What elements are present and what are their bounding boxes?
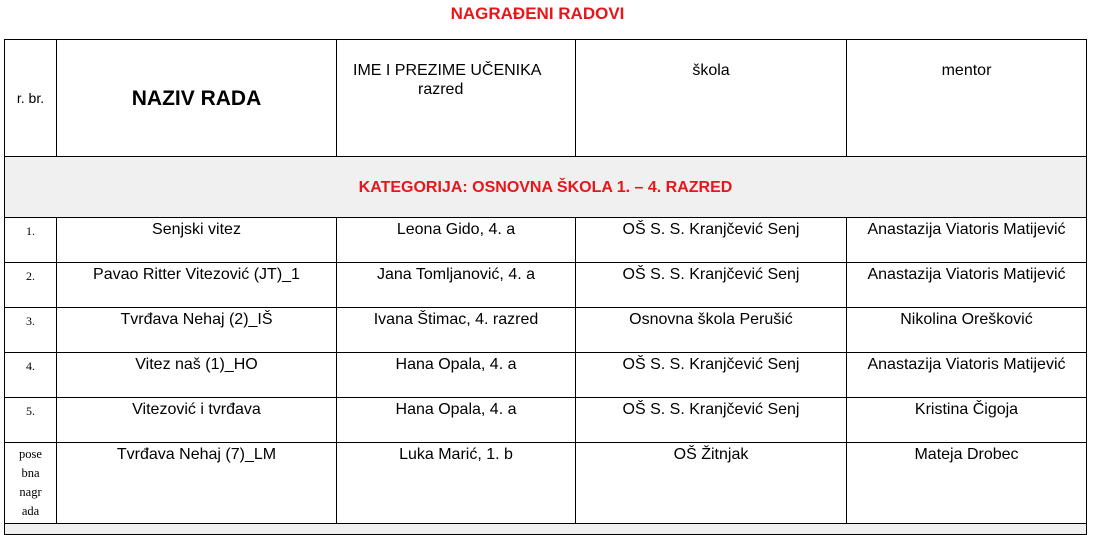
row-number: 4. [5, 353, 57, 398]
header-student-line2: razred [418, 81, 464, 98]
row-student: Hana Opala, 4. a [337, 353, 576, 398]
row-student: Jana Tomljanović, 4. a [337, 263, 576, 308]
special-award-label [5, 443, 57, 524]
row-title: Tvrđava Nehaj (7)_LM [57, 443, 337, 524]
row-school: OŠ Žitnjak [576, 443, 847, 524]
category-row [5, 157, 1087, 218]
row-title: Vitez naš (1)_HO [57, 353, 337, 398]
row-school: OŠ S. S. Kranjčević Senj [576, 218, 847, 263]
next-category-band [5, 524, 1087, 535]
row-mentor: Anastazija Viatoris Matijević [847, 263, 1087, 308]
table-row [5, 218, 1087, 263]
row-student: Leona Gido, 4. a [337, 218, 576, 263]
row-title: Pavao Ritter Vitezović (JT)_1 [57, 263, 337, 308]
row-school: OŠ S. S. Kranjčević Senj [576, 263, 847, 308]
row-student: Hana Opala, 4. a [337, 398, 576, 443]
special-award-row [5, 443, 1087, 524]
row-number: 5. [5, 398, 57, 443]
row-mentor: Mateja Drobec [847, 443, 1087, 524]
row-school: OŠ S. S. Kranjčević Senj [576, 398, 847, 443]
row-number: 1. [5, 218, 57, 263]
row-title: Tvrđava Nehaj (2)_IŠ [57, 308, 337, 353]
special-label-line: nagr [19, 485, 42, 499]
header-school: škola [576, 40, 847, 157]
header-title: NAZIV RADA [57, 40, 337, 157]
row-mentor: Anastazija Viatoris Matijević [847, 218, 1087, 263]
awards-table [4, 39, 1087, 535]
table-header-row [5, 40, 1087, 157]
header-mentor: mentor [847, 40, 1087, 157]
header-number: r. br. [5, 40, 57, 157]
row-mentor: Kristina Čigoja [847, 398, 1087, 443]
header-student-line1: IME I PREZIME UČENIKA [353, 62, 542, 79]
row-number: 3. [5, 308, 57, 353]
next-category-row [5, 524, 1087, 535]
table-row [5, 353, 1087, 398]
row-school: Osnovna škola Perušić [576, 308, 847, 353]
row-mentor: Nikolina Orešković [847, 308, 1087, 353]
special-label-line: bna [21, 466, 40, 480]
row-title: Vitezović i tvrđava [57, 398, 337, 443]
row-title: Senjski vitez [57, 218, 337, 263]
row-number: 2. [5, 263, 57, 308]
header-student [337, 40, 576, 157]
table-row [5, 263, 1087, 308]
row-mentor: Anastazija Viatoris Matijević [847, 353, 1087, 398]
row-school: OŠ S. S. Kranjčević Senj [576, 353, 847, 398]
row-student: Ivana Štimac, 4. razred [337, 308, 576, 353]
special-label-line: ada [21, 504, 40, 518]
table-row [5, 398, 1087, 443]
table-row [5, 308, 1087, 353]
special-label-line: pose [19, 447, 42, 461]
page-title: NAGRAĐENI RADOVI [450, 4, 625, 23]
row-student: Luka Marić, 1. b [337, 443, 576, 524]
category-label: KATEGORIJA: OSNOVNA ŠKOLA 1. – 4. RAZRED [5, 157, 1087, 218]
